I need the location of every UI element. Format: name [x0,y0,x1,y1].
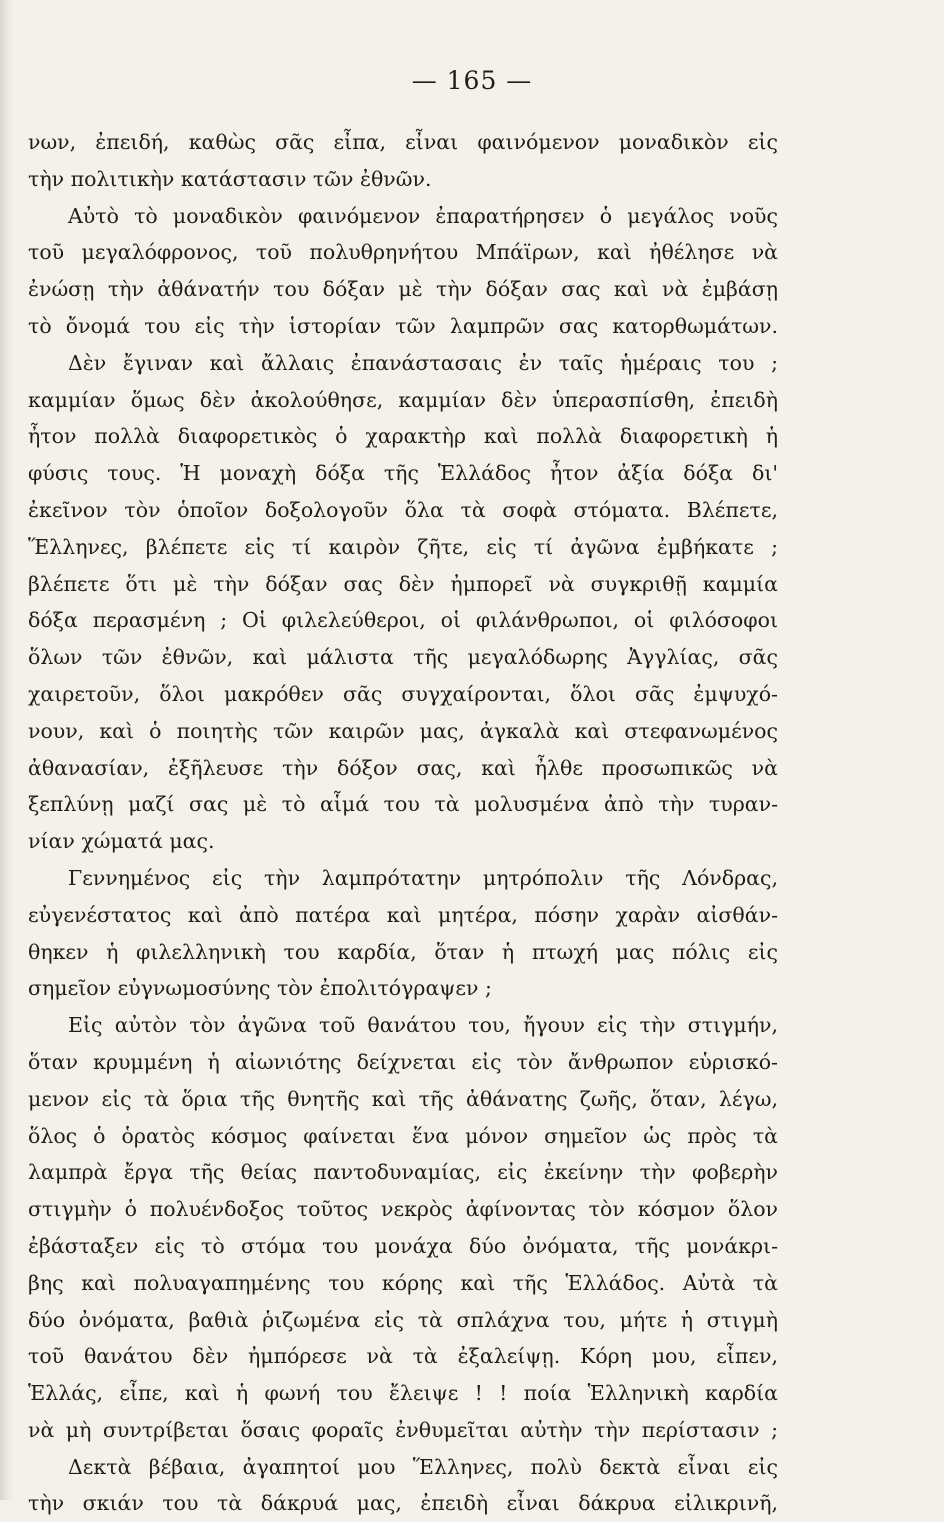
text-line: ὅλων τῶν ἐθνῶν, καὶ μάλιστα τῆς μεγαλόδωρης Ἀγγλίας, σᾶς [28,645,778,670]
text-line: δύο ὀνόματα, βαθιὰ ῥιζωμένα εἰς τὰ σπλάχνα του, μήτε ἡ στιγμὴ [28,1307,778,1332]
text-line: στιγμὴν ὁ πολυένδοξος τοῦτος νεκρὸς ἀφίνοντας τὸν κόσμον ὅλον [28,1197,778,1222]
text-line: ἐνώσῃ τὴν ἀθάνατήν του δόξαν μὲ τὴν δόξαν σας καὶ νὰ ἐμβάσῃ [28,277,778,302]
text-line: θηκεν ἡ φιλελληνικὴ του καρδία, ὅταν ἡ πτωχή μας πόλις εἰς [28,939,778,964]
text-line: Δὲν ἔγιναν καὶ ἄλλαις ἐπανάστασαις ἐν ταῖς ἡμέραις του ; [68,350,778,375]
text-line: Ἑλλάς, εἶπε, καὶ ἡ φωνή του ἔλειψε ! ! ποία Ἑλληνικὴ καρδία [28,1381,778,1406]
body-text [28,124,778,1522]
text-line: νουν, καὶ ὁ ποιητὴς τῶν καιρῶν μας, ἀγκαλὰ καὶ στεφανωμένος [28,718,778,743]
text-line: νων, ἐπειδή, καθὼς σᾶς εἶπα, εἶναι φαινόμενον μοναδικὸν εἰς [28,130,778,154]
book-spine-shadow [0,0,14,1500]
text-line: μενον εἰς τὰ ὅρια τῆς θνητῆς καὶ τῆς ἀθάνατης ζωῆς, ὅταν, λέγω, [28,1086,778,1111]
text-line: καμμίαν ὅμως δὲν ἀκολούθησε, καμμίαν δὲν ὑπερασπίσθη, ἐπειδὴ [28,387,778,412]
text-line: τὸ ὄνομά του εἰς τὴν ἱστορίαν τῶν λαμπρῶν σας κατορθωμάτων. [28,313,778,338]
page-number: — 165 — [411,66,533,95]
text-line: ἦτον πολλὰ διαφορετικὸς ὁ χαρακτὴρ καὶ πολλὰ διαφορετικὴ ἡ [28,424,778,449]
text-line: λαμπρὰ ἔργα τῆς θείας παντοδυναμίας, εἰς ἐκείνην τὴν φοβερὴν [28,1160,778,1185]
text-line: νὰ μὴ συντρίβεται ὅσαις φοραῖς ἐνθυμεῖται αὐτὴν τὴν περίστασιν ; [28,1417,778,1442]
text-line: Αὐτὸ τὸ μοναδικὸν φαινόμενον ἐπαρατήρησεν ὁ μεγάλος νοῦς [68,203,778,228]
text-line: ξεπλύνῃ μαζί σας μὲ τὸ αἷμά του τὰ μολυσμένα ἀπὸ τὴν τυραν- [28,792,778,817]
text-line: τοῦ θανάτου δὲν ἠμπόρεσε νὰ τὰ ἐξαλείψῃ. Κόρη μου, εἶπεν, [28,1344,778,1369]
text-line: βης καὶ πολυαγαπημένης του κόρης καὶ τῆς Ἑλλάδος. Αὐτὰ τὰ [28,1270,778,1295]
text-line: Δεκτὰ βέβαια, ἀγαπητοί μου Ἕλληνες, πολὺ δεκτὰ εἶναι εἰς [68,1454,778,1479]
text-line: τὴν πολιτικὴν κατάστασιν τῶν ἐθνῶν. [28,166,432,191]
text-line: εὐγενέστατος καὶ ἀπὸ πατέρα καὶ μητέρα, πόσην χαρὰν αἰσθάν- [28,902,778,927]
text-line: ὅλος ὁ ὁρατὸς κόσμος φαίνεται ἕνα μόνον σημεῖον ὡς πρὸς τὰ [28,1123,778,1148]
text-line: ἐκεῖνον τὸν ὁποῖον δοξολογοῦν ὅλα τὰ σοφὰ στόματα. Βλέπετε, [28,497,778,522]
text-line: Ἕλληνες, βλέπετε εἰς τί καιρὸν ζῆτε, εἰς τί ἀγῶνα ἐμβήκατε ; [28,534,778,559]
text-line: νίαν χώματά μας. [28,829,215,854]
text-line: χαιρετοῦν, ὅλοι μακρόθεν σᾶς συγχαίρονται, ὅλοι σᾶς ἐμψυχό- [28,681,778,706]
text-line: ἀθανασίαν, ἐξῆλευσε τὴν δόξον σας, καὶ ἦλθε προσωπικῶς νὰ [28,755,778,780]
text-line: Εἰς αὐτὸν τὸν ἀγῶνα τοῦ θανάτου του, ἤγουν εἰς τὴν στιγμήν, [68,1013,778,1038]
text-line: τὴν σκιάν του τὰ δάκρυά μας, ἐπειδὴ εἶναι δάκρυα εἰλικρινῆ, [28,1491,778,1516]
text-line: δόξα περασμένη ; Οἱ φιλελεύθεροι, οἱ φιλάνθρωποι, οἱ φιλόσοφοι [28,608,778,633]
text-line: Γεννημένος εἰς τὴν λαμπρότατην μητρόπολιν τῆς Λόνδρας, [68,865,778,890]
text-line: ὅταν κρυμμένη ἡ αἰωνιότης δείχνεται εἰς τὸν ἄνθρωπον εὑρισκό- [28,1049,778,1074]
text-line: σημεῖον εὐγνωμοσύνης τὸν ἐπολιτόγραψεν ; [28,976,492,1001]
text-line: τοῦ μεγαλόφρονος, τοῦ πολυθρηνήτου Μπάϊρων, καὶ ἠθέλησε νὰ [28,240,778,265]
text-line: ἐβάσταξεν εἰς τὸ στόμα του μονάχα δύο ὀνόματα, τῆς μονάκρι- [28,1233,778,1258]
text-line: βλέπετε ὅτι μὲ τὴν δόξαν σας δὲν ἠμπορεῖ νὰ συγκριθῇ καμμία [28,571,778,596]
text-line: φύσις τους. Ἡ μοναχὴ δόξα τῆς Ἑλλάδος ἦτον ἀξία δόξα δι' [28,461,778,486]
